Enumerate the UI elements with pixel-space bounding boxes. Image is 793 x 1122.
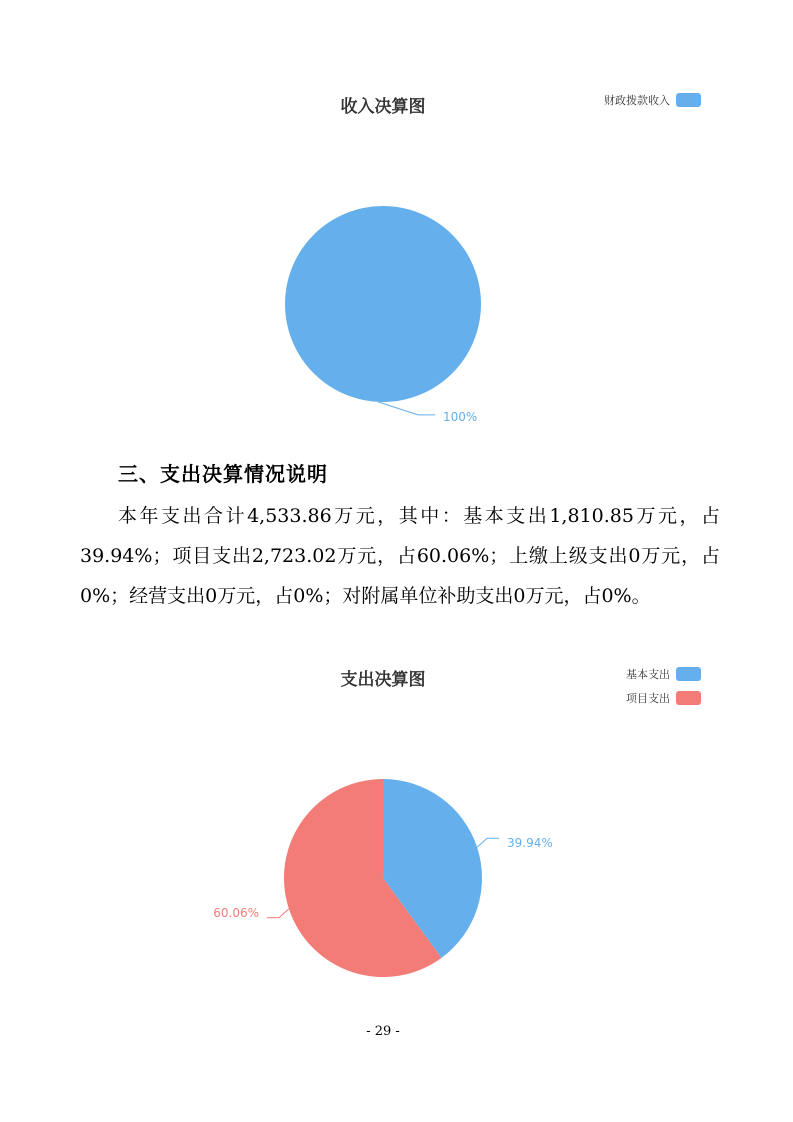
- project-slice-label: 60.06%: [213, 906, 259, 920]
- expenditure-paragraph: 本年支出合计4,533.86万元，其中：基本支出1,810.85万元，占39.94%；项目支出2,723.02万元，占60.06%；上缴上级支出0万元，占0%；经营支出0万元，占0%；对附属单位补助支出0万元，占0%。: [80, 505, 720, 607]
- income-legend-item: [604, 92, 701, 108]
- income-legend-label: 财政拨款收入: [604, 94, 670, 107]
- expenditure-legend-item-project: [626, 690, 701, 706]
- section-heading: 三、支出决算情况说明: [118, 462, 328, 486]
- income-slice-1: [285, 206, 481, 402]
- expenditure-chart-title: 支出决算图: [340, 670, 426, 690]
- basic-slice-leader-line: [477, 838, 499, 847]
- expenditure-legend-swatch-project: [676, 691, 701, 705]
- expenditure-legend-item-basic: [626, 666, 701, 682]
- basic-slice-label: 39.94%: [507, 836, 553, 850]
- expenditure-legend-swatch-basic: [676, 667, 701, 681]
- page-number: - 29 -: [366, 1024, 400, 1039]
- expenditure-legend-label-project: 项目支出: [626, 692, 670, 705]
- expenditure-pie-svg: [0, 760, 793, 1000]
- income-legend-swatch: [676, 93, 701, 107]
- expenditure-legend-label-basic: 基本支出: [626, 668, 670, 681]
- income-chart-title: 收入决算图: [340, 97, 426, 117]
- income-pie-svg: [0, 160, 793, 440]
- project-slice-leader-line: [267, 909, 289, 918]
- income-slice-label: 100%: [443, 410, 478, 424]
- income-slice-leader-line: [378, 402, 435, 415]
